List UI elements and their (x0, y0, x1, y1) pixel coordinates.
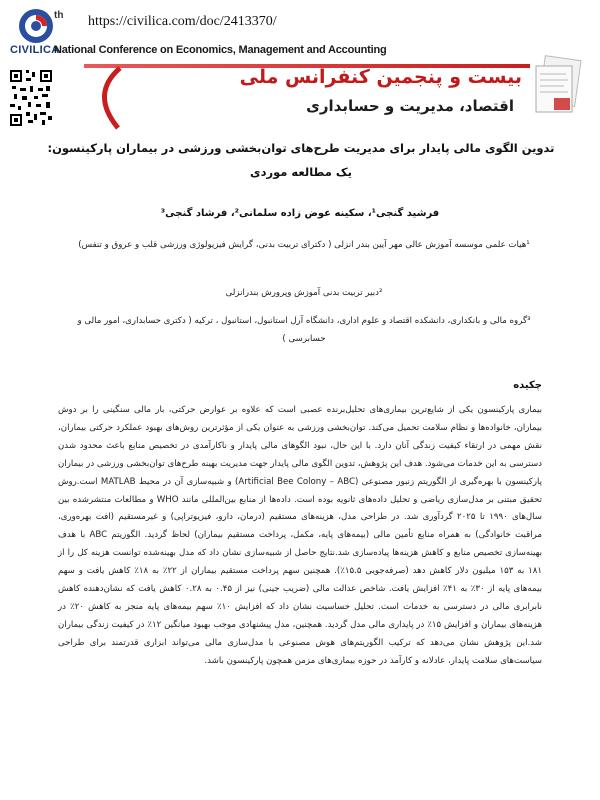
conference-number-suffix: th (54, 10, 64, 21)
affiliation-1: ¹هیات علمی موسسه آموزش عالی مهر آیین بندر انزلی ( دکترای تربیت بدنی، گرایش فیزیولوژی ورزشی قلب و عروق و تنفس) (78, 240, 530, 250)
paper-authors: فرشید گنجی¹، سکینه عوض زاده سلمانی²، فرشاد گنجی³ (160, 208, 440, 219)
conference-title-en: National Conference on Economics, Management and Accounting (54, 44, 387, 56)
conference-theme-fa: اقتصاد، مدیریت و حسابداری (306, 97, 514, 115)
qr-code[interactable] (8, 66, 54, 130)
abstract-body: بیماری پارکینسون یکی از شایع‌ترین بیماری‌های تحلیل‌برنده عصبی است که علاوه بر عوارض حرکتی، بار مالی سنگینی را بر دوش بیماران، خانواده‌ها و نظام سلامت تحمیل می‌کند. توان‌بخشی ورزشی به عنوان یکی از مؤثرترین روش‌های بهبود عملکرد حرکتی بیماران، نقش مهمی در ارتقاء کیفیت زندگی آنان دارد. با این حال، نبود الگوهای مالی پایدار و ناکارآمدی در تخصیص منابع باعث محدود شدن دسترسی به این خدمات می‌شود. هدف این پژوهش، تدوین الگوی مالی پایدار جهت مدیریت بهینه طرح‌های توان‌بخشی ورزشی در بیماران پارکینسون با بهره‌گیری از الگوریتم زنبور مصنوعی (Artificial Bee Colony – ABC) و شبیه‌سازی آن در محیط MATLAB است.روش تحقیق مبتنی بر مدل‌سازی ریاضی و تحلیل داده‌های ثانویه بوده است. داده‌ها از منابع بین‌المللی مانند WHO و مطالعات منتشرشده بین سال‌های ۱۹۹۰ تا ۲۰۲۵ گردآوری شد. در طراحی مدل، هزینه‌های مستقیم (درمان، دارو، فیزیوتراپی) و غیرمستقیم (افت بهره‌وری، مراقبت خانوادگی) به همراه منابع تأمین مالی (بیمه‌های پایه، مکمل، پرداخت مستقیم بیماران) لحاظ گردید. الگوریتم ABC با هدف بهینه‌سازی تخصیص منابع و کاهش هزینه‌ها پیاده‌سازی شد.نتایج حاصل از شبیه‌سازی نشان داد که مدل بهینه‌شده توانست هزینه کل را از ۱۸۱ به ۱۵۳ میلیون دلار کاهش دهد (صرفه‌جویی ۱۵.۵٪). همچنین سهم پرداخت مستقیم بیماران از ۲۲٪ به ۱۸٪ کاهش یافت و سهم بیمه‌های پایه از ۳۰٪ به ۴۱٪ افزایش یافت. شاخص عدالت مالی (ضریب جینی) نیز از ۰.۴۵ به ۰.۲۸ کاهش یافت که نشان‌دهنده کاهش نابرابری مالی در دسترسی به خدمات است. تحلیل حساسیت نشان داد که افزایش ۱۰٪ سهم بیمه‌های پایه منجر به کاهش ۲۰٪ در هزینه‌های بیماران و افزایش ۱۵٪ در پایداری مالی مدل گردید. همچنین، مدل پیشنهادی موجب بهبود میانگین ۱۲٪ در کیفیت زندگی بیماران شد.این پژوهش نشان می‌دهد که ترکیب الگوریتم‌های هوش مصنوعی با مدل‌سازی مالی می‌تواند ابزاری قدرتمند برای طراحی سیاست‌های سلامت پایدار، عادلانه و کارآمد در حوزه بیماری‌های مزمن همچون پارکینسون باشد. (58, 405, 543, 666)
document-graphic-icon (528, 52, 584, 128)
paper-title: تدوین الگوی مالی پایدار برای مدیریت طرح‌های توان‌بخشی ورزشی در بیماران پارکینسون: یک مطالعه موردی (47, 141, 555, 179)
qr-code-icon (8, 66, 54, 130)
conference-title-fa: بیست و پنجمین کنفرانس ملی (239, 66, 522, 88)
site-name: CIVILICA (10, 44, 60, 56)
affiliation-3: ³گروه مالی و بانکداری، دانشکده اقتصاد و علوم اداری، دانشگاه آرل استانبول، استانبول ، ترکیه ( دکتری حسابداری، امور مالی و حسابرسی ) (77, 316, 531, 344)
abstract-heading: چکیده (513, 380, 542, 391)
document-url[interactable]: https://civilica.com/doc/2413370/ (88, 14, 277, 29)
banner-arc-decoration (80, 64, 124, 130)
affiliation-2: ²دبیر تربیت بدنی آموزش وپرورش بندرانزلی (225, 288, 383, 298)
